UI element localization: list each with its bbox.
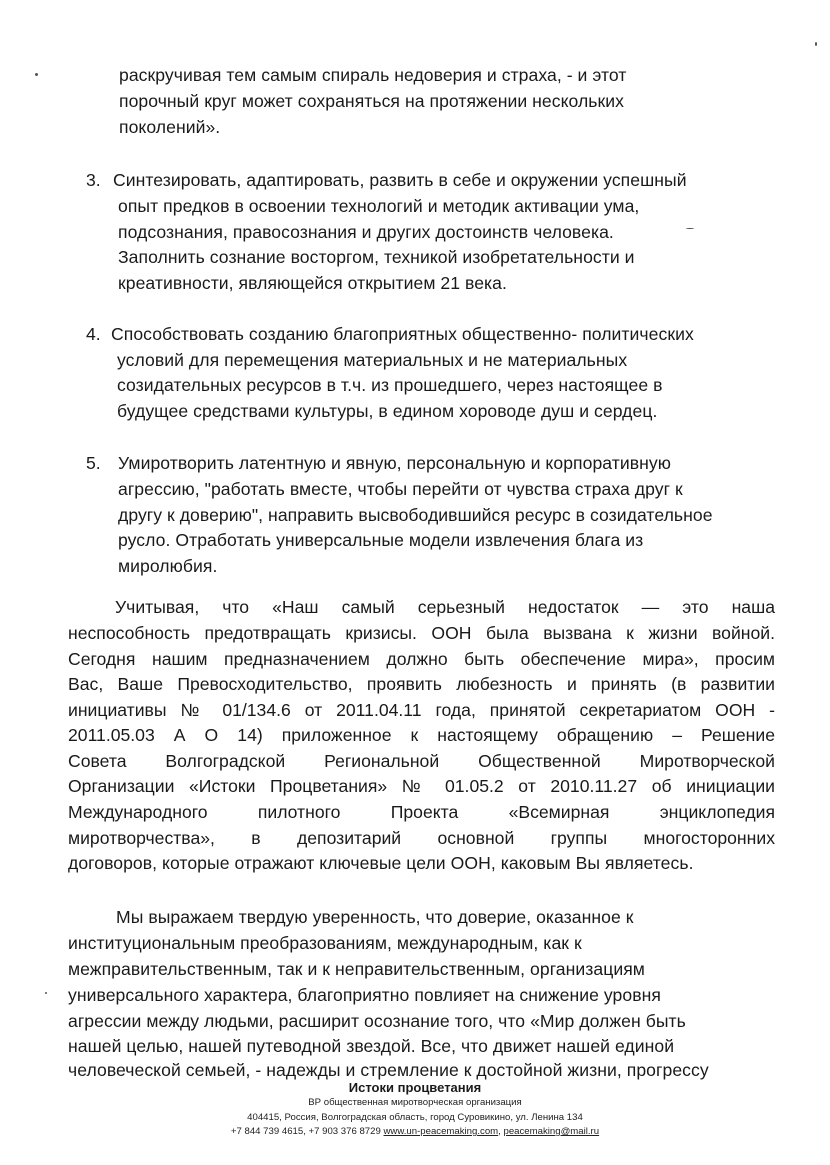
- scan-speck: [35, 73, 38, 76]
- paragraph-line: нашей целью, нашей путеводной звездой. Все, что движет нашей единой: [68, 1036, 675, 1056]
- paragraph-line: Мы выражаем твердую уверенность, что доверие, оказанное к: [116, 907, 634, 927]
- paragraph-line: Организации «Истоки Процветания» № 01.05.2 от 2010.11.27 об инициации: [68, 776, 775, 796]
- paragraph-line: миротворчества», в депозитарий основной группы многосторонних: [68, 828, 775, 848]
- intro-line: порочный круг может сохраняться на протяжении нескольких: [119, 91, 624, 111]
- list-item-line: опыт предков в освоении технологий и методик активации ума,: [118, 196, 640, 216]
- list-item-line: созидательных ресурсов в т.ч. из прошедшего, через настоящее в: [117, 375, 663, 395]
- list-item-line: агрессию, "работать вместе, чтобы перейти от чувства страха друг к: [118, 479, 683, 499]
- intro-line: раскручивая тем самым спираль недоверия и страха, - и этот: [119, 65, 627, 85]
- paragraph-line: агрессии между людьми, расширит осознание того, что «Мир должен быть: [68, 1011, 686, 1031]
- footer-org-description: ВР общественная миротворческая организация: [308, 1097, 522, 1108]
- paragraph-line: договоров, которые отражают ключевые цели ООН, каковым Вы являетесь.: [68, 853, 694, 873]
- scan-speck: [815, 42, 817, 46]
- list-item-line: будущее средствами культуры, в едином хороводе душ и сердец.: [117, 401, 658, 421]
- list-item-line: миролюбия.: [118, 556, 218, 576]
- footer-org-title: Истоки процветания: [348, 1080, 482, 1095]
- paragraph-line: универсального характера, благоприятно повлияет на снижение уровня: [68, 985, 661, 1005]
- scan-speck: [45, 992, 47, 994]
- paragraph-line: Совета Волгоградской Региональной Общественной Миротворческой: [68, 751, 775, 771]
- list-item-line: русло. Отработать универсальные модели извлечения блага из: [118, 530, 644, 550]
- footer-website-link[interactable]: www.un-peacemaking.com: [383, 1126, 499, 1137]
- footer-phones: +7 844 739 4615, +7 903 376 8729: [230, 1126, 381, 1137]
- paragraph-line: Учитывая, что «Наш самый серьезный недостаток — это наша: [115, 597, 775, 617]
- list-item-line: другу к доверию", направить высвободившийся ресурс в созидательное: [118, 505, 713, 525]
- list-item-line: креативности, являющейся открытием 21 века.: [118, 273, 507, 293]
- list-item-number: 4.: [86, 324, 101, 344]
- footer-email-link[interactable]: peacemaking@mail.ru: [503, 1126, 600, 1137]
- paragraph-line: Международного пилотного Проекта «Всемирная энциклопедия: [68, 802, 775, 822]
- intro-line: поколений».: [119, 117, 221, 137]
- list-item-number: 5.: [86, 453, 101, 473]
- list-item-number: 3.: [86, 170, 101, 190]
- paragraph-line: Сегодня нашим предназначением должно быть обеспечение мира», просим: [68, 649, 775, 669]
- paragraph-line: инициативы № 01/134.6 от 2011.04.11 года, принятой секретариатом ООН -: [68, 700, 775, 720]
- list-item-line: Заполнить сознание восторгом, техникой изобретательности и: [118, 247, 635, 267]
- list-item-line: условий для перемещения материальных и не материальных: [117, 350, 628, 370]
- paragraph-line: неспособность предотвращать кризисы. ООН была вызвана к жизни войной.: [68, 623, 775, 643]
- footer-contacts: +7 844 739 4615, +7 903 376 8729 www.un-peacemaking.com, peacemaking@mail.ru: [230, 1126, 600, 1137]
- paragraph-line: 2011.05.03 А О 14) приложенное к настоящему обращению – Решение: [68, 725, 775, 745]
- list-item-line: Синтезировать, адаптировать, развить в себе и окружении успешный: [113, 170, 687, 190]
- paragraph-line: человеческой семьей, - надежды и стремление к достойной жизни, прогрессу: [68, 1060, 709, 1080]
- list-item-line: Умиротворить латентную и явную, персональную и корпоративную: [118, 453, 671, 473]
- paragraph-line: Вас, Ваше Превосходительство, проявить любезность и принять (в развитии: [68, 674, 775, 694]
- paragraph-line: институциональным преобразованиям, международным, как к: [68, 933, 582, 953]
- list-item-line: подсознания, правосознания и других достоинств человека.: [118, 222, 614, 242]
- footer-address: 404415, Россия, Волгоградская область, город Суровикино, ул. Ленина 134: [247, 1112, 583, 1123]
- scan-speck: [686, 228, 694, 229]
- list-item-line: Способствовать созданию благоприятных общественно- политических: [111, 324, 694, 344]
- paragraph-line: межправительственным, так и к неправительственным, организациям: [68, 959, 645, 979]
